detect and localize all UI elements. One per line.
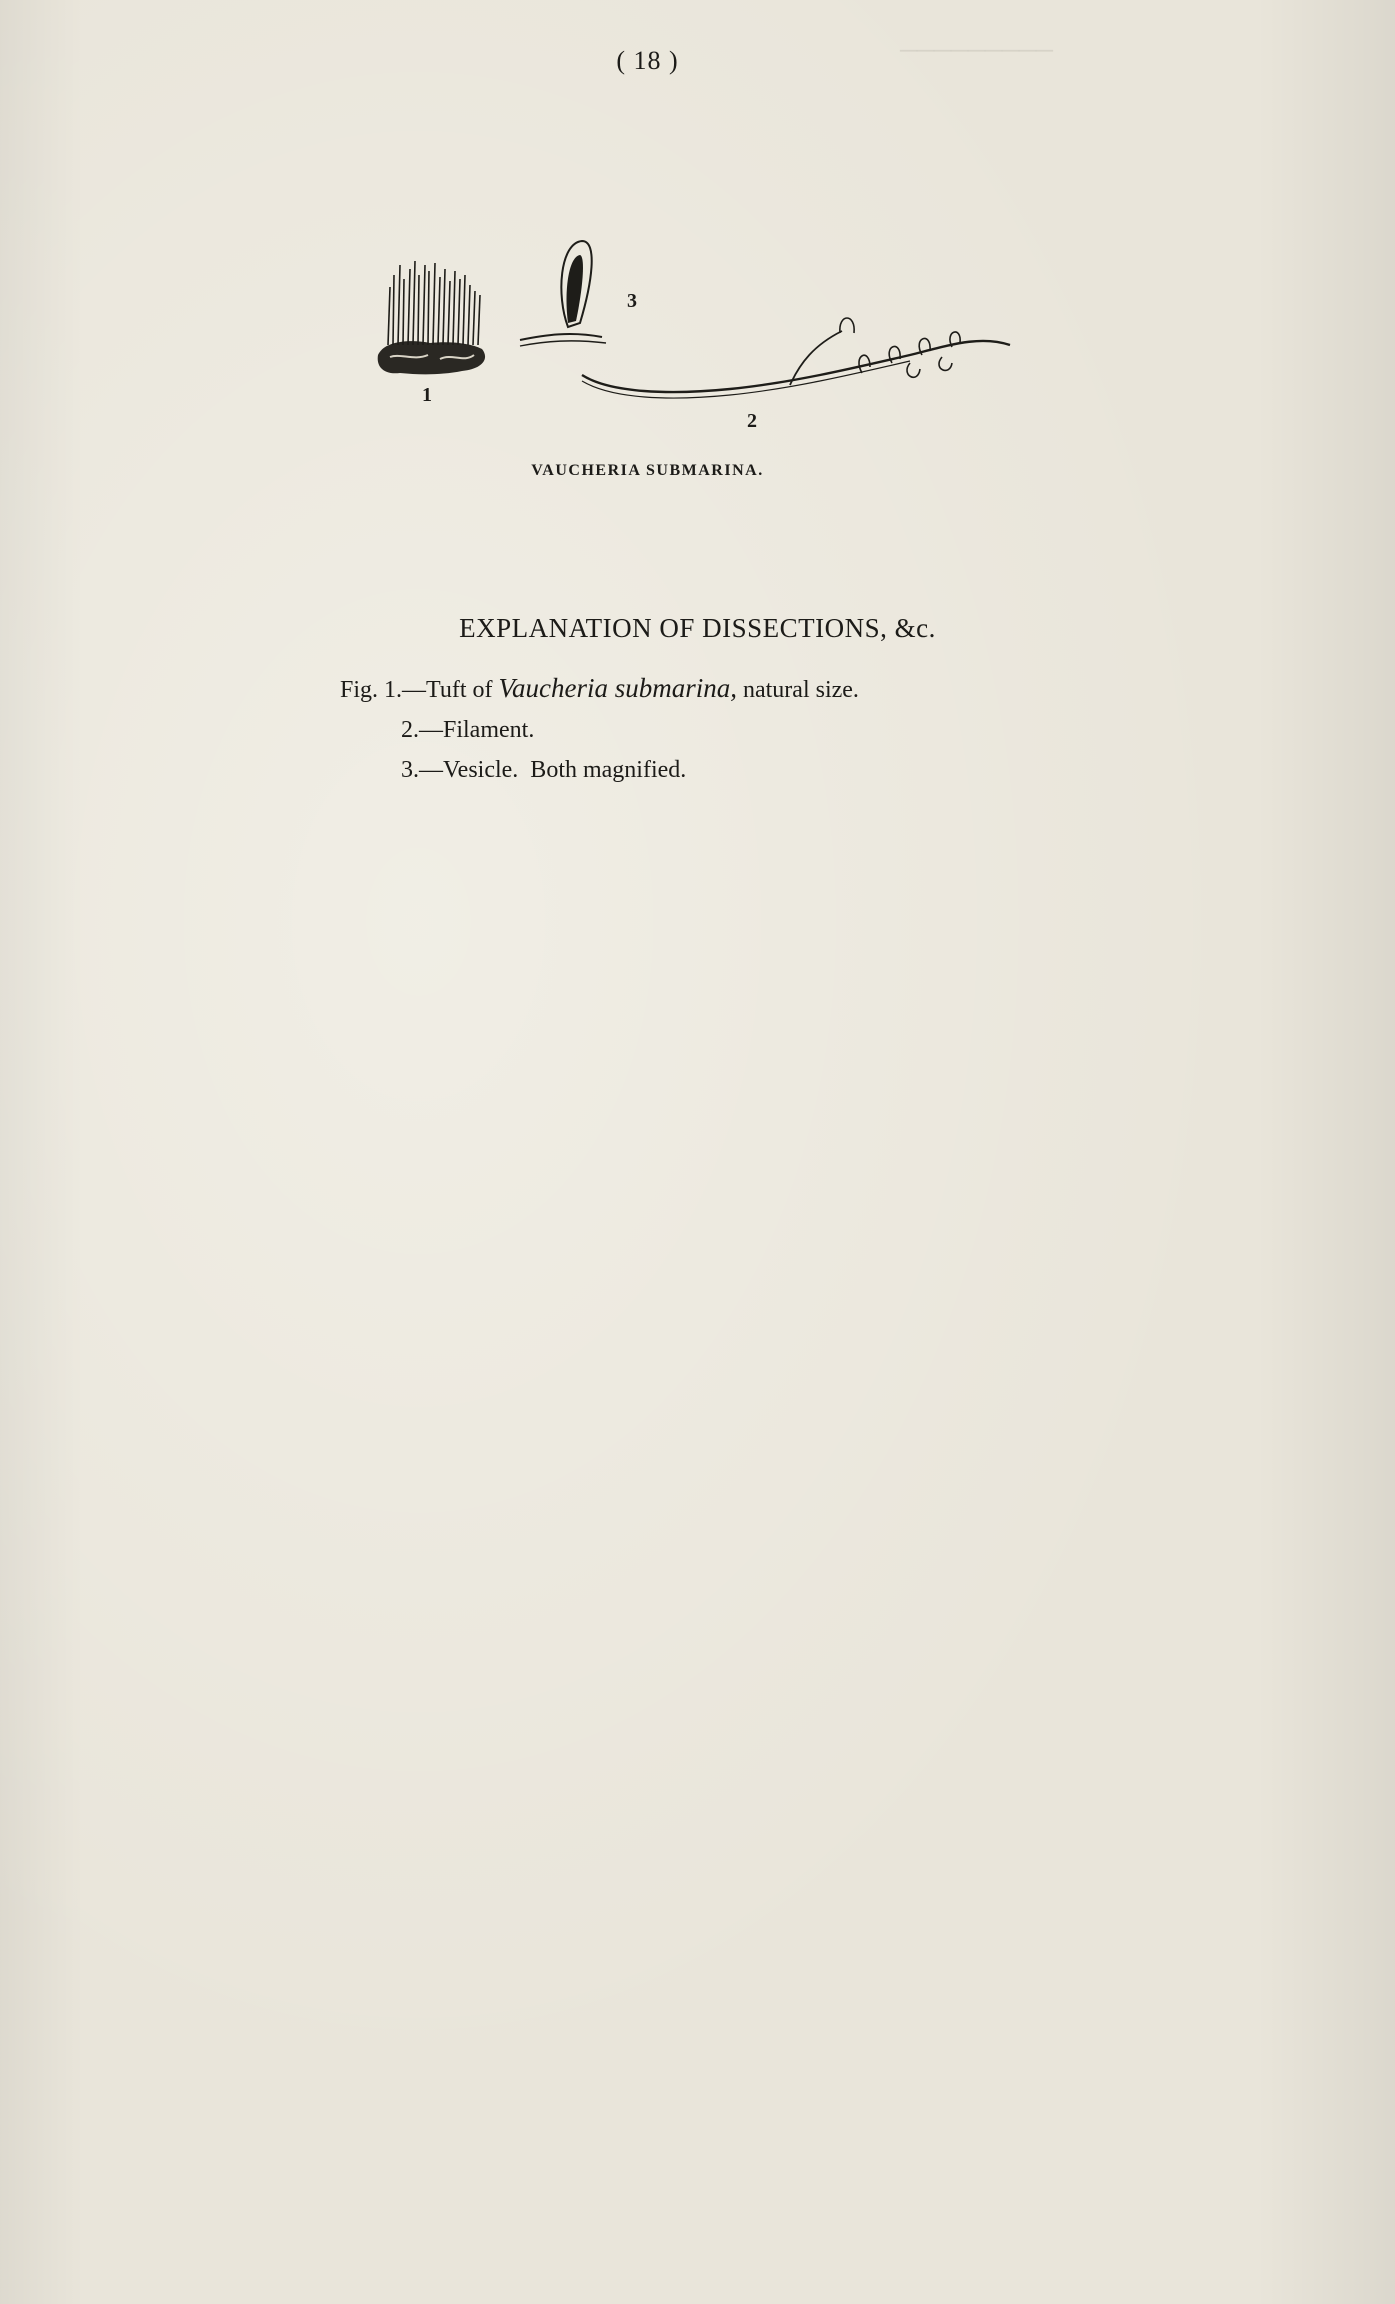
plate-illustration xyxy=(370,235,1020,432)
figure-explanation-1 xyxy=(340,668,1140,710)
vaucheria-engraving xyxy=(370,235,1020,432)
page-number: ( 18 ) xyxy=(616,46,679,75)
figure-explanation-1-suffix: natural size. xyxy=(736,677,859,703)
figure-explanation-1-prefix: Fig. 1.—Tuft of xyxy=(340,677,499,703)
figure-3-vesicle xyxy=(520,241,606,346)
explanation-heading: EXPLANATION OF DISSECTIONS, &c. xyxy=(459,613,936,643)
species-name: Vaucheria submarina, xyxy=(498,673,737,703)
figure-explanation-2 xyxy=(340,710,1140,750)
figure-2-label: 2 xyxy=(747,410,757,432)
figure-1-label: 1 xyxy=(422,384,432,406)
figure-explanation-3-text: 3.—Vesicle. Both magnified. xyxy=(401,757,687,783)
figure-explanations xyxy=(340,668,1140,790)
figure-3-label: 3 xyxy=(627,290,637,312)
show-through-text: ───────── xyxy=(900,38,1054,64)
figure-explanation-3 xyxy=(340,750,1140,790)
plate-caption: VAUCHERIA SUBMARINA. xyxy=(531,462,764,479)
figure-2-filament xyxy=(582,318,1010,398)
figure-explanation-2-text: 2.—Filament. xyxy=(401,717,535,743)
figure-1-tuft xyxy=(378,261,485,374)
